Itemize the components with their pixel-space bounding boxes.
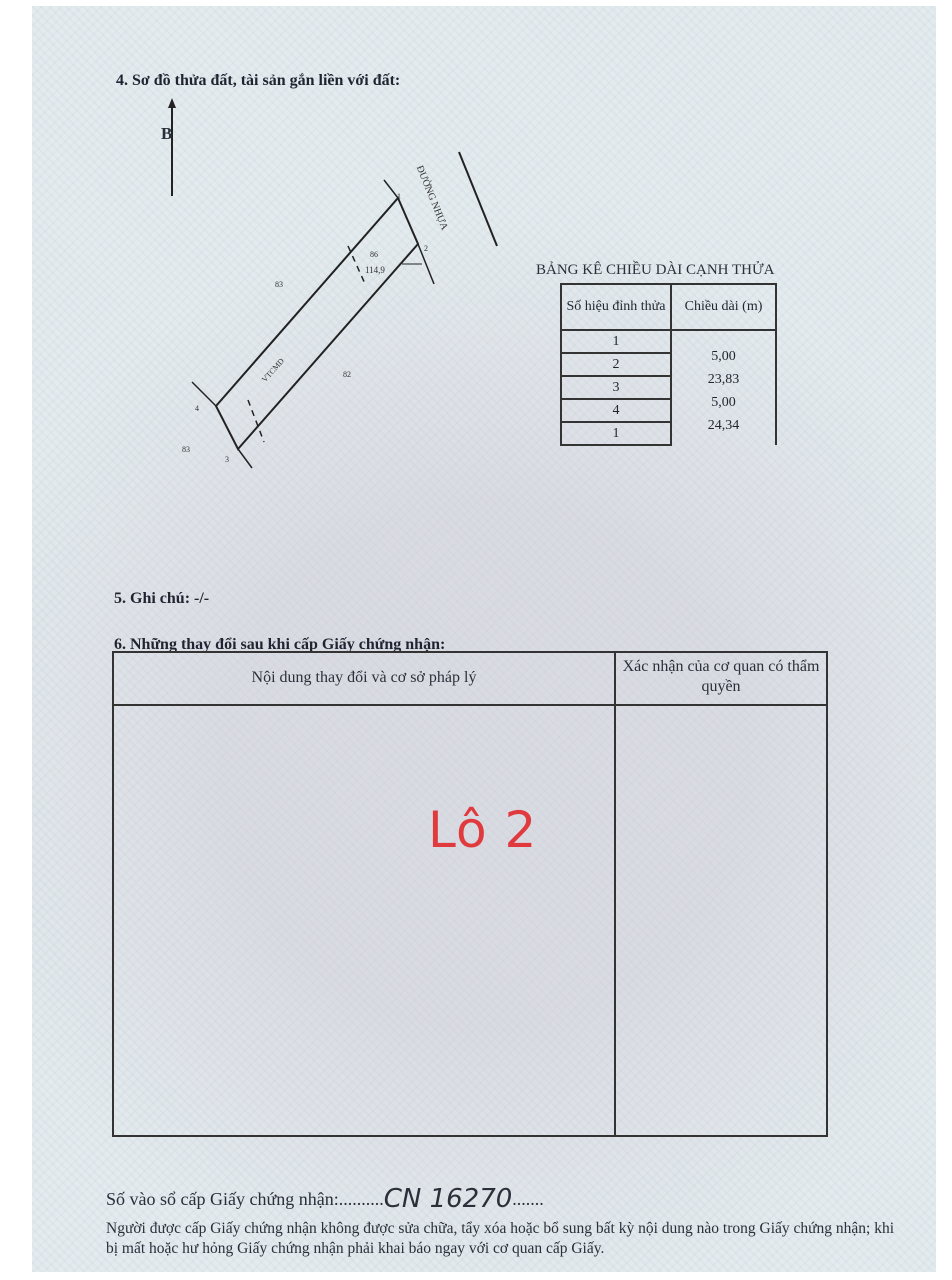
section-4-title: 4. Sơ đồ thửa đất, tài sản gắn liền với đất:	[116, 72, 401, 89]
parcel-area: 114,9	[365, 265, 385, 275]
length-value: 5,00	[711, 349, 736, 364]
vertex-label: 3	[225, 455, 229, 464]
authority-confirmation-header: Xác nhận của cơ quan có thẩm quyền	[622, 658, 820, 695]
parcel-sketch	[152, 96, 512, 476]
length-column-header: Chiều dài (m)	[671, 284, 776, 330]
changes-table	[112, 651, 828, 1137]
length-value: 5,00	[711, 395, 736, 410]
vertex-cell: 1	[561, 422, 671, 445]
extension-line-left	[192, 382, 216, 406]
changes-content-header: Nội dung thay đổi và cơ sở pháp lý	[251, 669, 477, 686]
lot-number-annotation: Lô 2	[428, 801, 538, 859]
section-6-title: 6. Những thay đổi sau khi cấp Giấy chứng nhận:	[114, 636, 446, 653]
registration-dots: ..........	[338, 1189, 384, 1209]
edge-length-table	[560, 283, 777, 446]
length-value: 23,83	[707, 372, 740, 387]
registration-dots: .......	[512, 1189, 544, 1209]
road-label: ĐƯỜNG NHỰA	[413, 164, 450, 232]
edge-table-title: BẢNG KÊ CHIỀU DÀI CẠNH THỬA	[536, 262, 775, 278]
north-arrow-head	[168, 98, 176, 108]
extension-line-bottom	[238, 449, 252, 468]
certificate-page	[32, 6, 936, 1272]
registration-label: Số vào sổ cấp Giấy chứng nhận:	[106, 1189, 339, 1209]
land-use-code: VTCMD	[260, 356, 287, 385]
vertex-column-header: Số hiệu đỉnh thửa	[561, 284, 671, 330]
road-edge-line	[459, 152, 497, 246]
registration-number: CN 16270	[383, 1184, 513, 1214]
registration-line	[106, 1182, 544, 1212]
north-label: B	[161, 124, 173, 143]
vertex-cell: 1	[561, 330, 671, 353]
vertex-label: 4	[195, 404, 199, 413]
neighbor-label-right: 82	[343, 370, 351, 379]
length-cells	[671, 330, 776, 445]
vertex-label: 1	[397, 192, 401, 201]
section-5-title: 5. Ghi chú: -/-	[114, 590, 210, 607]
vertex-cell: 2	[561, 353, 671, 376]
neighbor-label-top: 83	[275, 280, 283, 289]
neighbor-label-bottom: 83	[182, 445, 190, 454]
extension-line-top	[384, 180, 398, 198]
column-divider	[614, 653, 616, 1135]
parcel-number: 86	[370, 250, 378, 259]
header-divider	[114, 704, 826, 706]
footer-note: Người được cấp Giấy chứng nhận không được sửa chữa, tẩy xóa hoặc bổ sung bất kỳ nội dung nào trong Giấy chứng nhận; khi bị mất hoặc hư hỏng Giấy chứng nhận phải khai báo ngay với cơ quan cấp Giấy.	[106, 1220, 895, 1257]
length-value: 24,34	[707, 418, 740, 433]
vertex-cell: 4	[561, 399, 671, 422]
vertex-cell: 3	[561, 376, 671, 399]
parcel-outline	[216, 198, 418, 449]
vertex-label: 2	[424, 244, 428, 253]
